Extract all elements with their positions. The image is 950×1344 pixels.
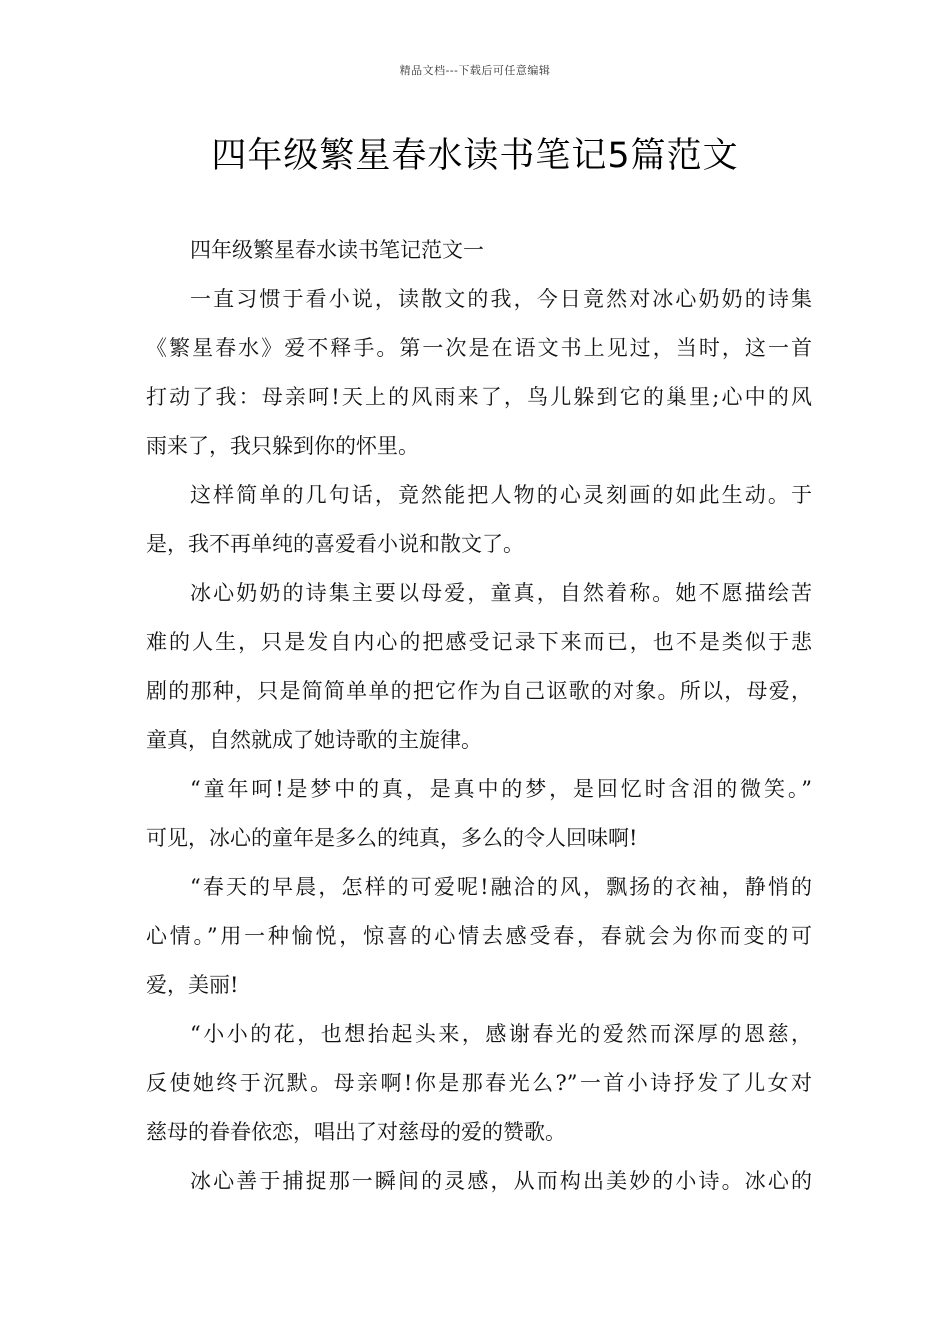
paragraph-line: 反使她终于沉默。母亲啊!你是那春光么?”一首小诗抒发了儿女对 <box>146 1071 812 1095</box>
paragraph-line: 剧的那种，只是简简单单的把它作为自己讴歌的对象。所以，母爱， <box>146 679 812 703</box>
header-note: 精品文档---下载后可任意编辑 <box>399 64 551 77</box>
paragraph-line: “春天的早晨，怎样的可爱呢!融洽的风，飘扬的衣袖，静悄的 <box>190 875 812 899</box>
paragraph-line: “童年呵!是梦中的真，是真中的梦，是回忆时含泪的微笑。” <box>190 777 812 801</box>
paragraph-7 <box>146 1157 812 1206</box>
paragraph-1 <box>146 275 812 471</box>
paragraph-line: 是，我不再单纯的喜爱看小说和散文了。 <box>146 532 524 556</box>
paragraph-line: 爱，美丽! <box>146 973 239 997</box>
paragraph-line: 雨来了，我只躲到你的怀里。 <box>146 434 419 458</box>
document-body <box>146 226 812 1206</box>
paragraph-line: 冰心奶奶的诗集主要以母爱，童真，自然着称。她不愿描绘苦 <box>190 581 812 605</box>
paragraph-5 <box>146 863 812 1010</box>
paragraph-3 <box>146 569 812 765</box>
paragraph-line: “小小的花，也想抬起头来，感谢春光的爱然而深厚的恩慈， <box>190 1022 812 1046</box>
paragraph-line: 一直习惯于看小说，读散文的我，今日竟然对冰心奶奶的诗集 <box>190 287 812 311</box>
paragraph-line: 慈母的眷眷依恋，唱出了对慈母的爱的赞歌。 <box>146 1120 566 1144</box>
paragraph-6 <box>146 1010 812 1157</box>
paragraph-line: 冰心善于捕捉那一瞬间的灵感，从而构出美妙的小诗。冰心的 <box>190 1169 812 1193</box>
section-subtitle: 四年级繁星春水读书笔记范文一 <box>190 238 484 262</box>
document-title: 四年级繁星春水读书笔记5篇范文 <box>211 136 739 176</box>
paragraph-line: 心情。”用一种愉悦，惊喜的心情去感受春，春就会为你而变的可 <box>146 924 812 948</box>
paragraph-4 <box>146 765 812 863</box>
paragraph-line: 难的人生，只是发自内心的把感受记录下来而已，也不是类似于悲 <box>146 630 812 654</box>
paragraph-line: 童真，自然就成了她诗歌的主旋律。 <box>146 728 482 752</box>
paragraph-line: 可见，冰心的童年是多么的纯真，多么的令人回味啊! <box>146 826 638 850</box>
paragraph-line: 这样简单的几句话，竟然能把人物的心灵刻画的如此生动。于 <box>190 483 812 507</box>
paragraph-line: 《繁星春水》爱不释手。第一次是在语文书上见过，当时，这一首 <box>146 336 812 360</box>
paragraph-2 <box>146 471 812 569</box>
paragraph-line: 打动了我：母亲呵!天上的风雨来了，鸟儿躲到它的巢里;心中的风 <box>146 385 812 409</box>
